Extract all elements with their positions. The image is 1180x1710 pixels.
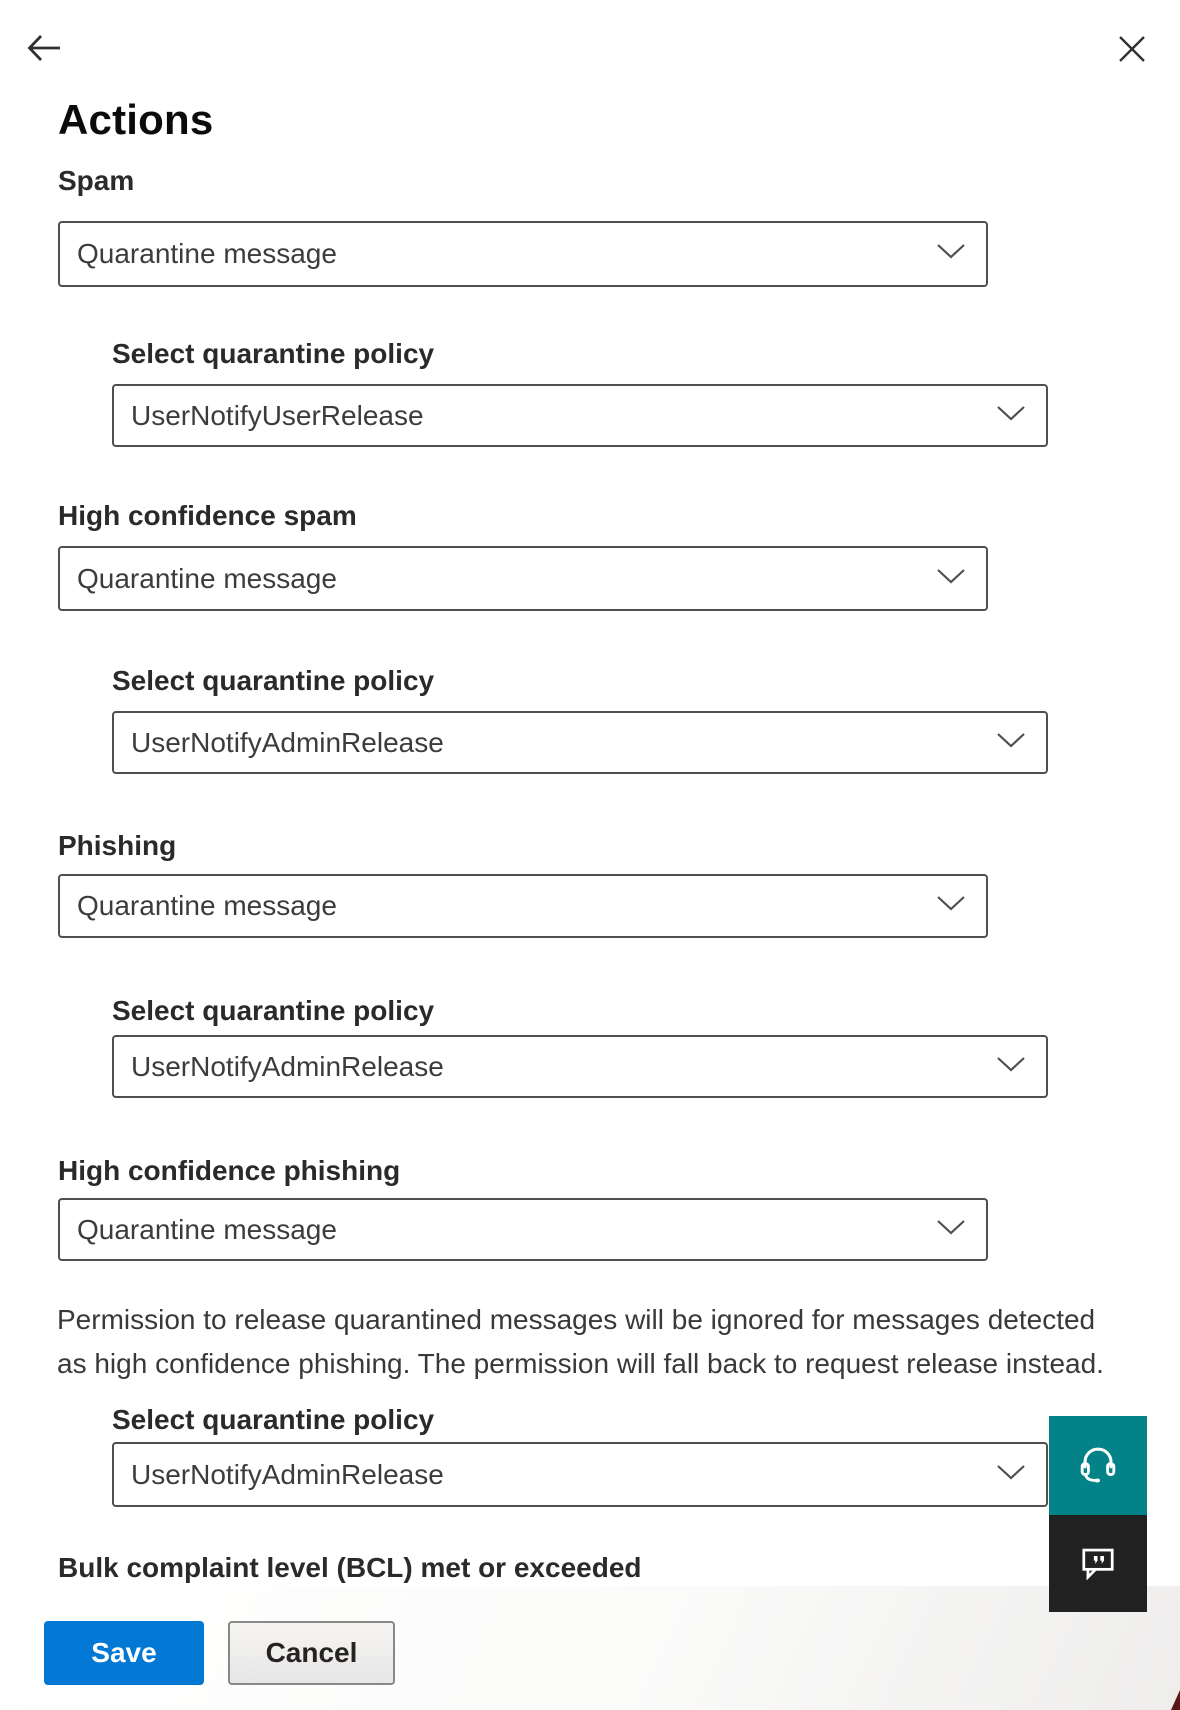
- corner-artifact: [1171, 1690, 1180, 1710]
- chevron-down-icon: [996, 405, 1026, 427]
- page-title: Actions: [58, 96, 214, 143]
- spam-policy-dropdown[interactable]: [112, 384, 1048, 447]
- feedback-button[interactable]: [1049, 1515, 1147, 1612]
- chevron-down-icon: [996, 1056, 1026, 1078]
- bulk-complaint-level-label: Bulk complaint level (BCL) met or exceeded: [58, 1552, 642, 1583]
- phishing-policy-value: UserNotifyAdminRelease: [131, 1050, 444, 1082]
- close-button[interactable]: [1110, 27, 1154, 71]
- chevron-down-icon: [936, 568, 966, 590]
- high-confidence-spam-label: High confidence spam: [58, 500, 357, 531]
- high-confidence-spam-policy-value: UserNotifyAdminRelease: [131, 726, 444, 758]
- chevron-down-icon: [936, 895, 966, 917]
- phishing-policy-dropdown[interactable]: [112, 1035, 1048, 1098]
- high-confidence-phishing-policy-value: UserNotifyAdminRelease: [131, 1458, 444, 1490]
- phishing-action-value: Quarantine message: [77, 890, 337, 921]
- spam-policy-label: Select quarantine policy: [112, 338, 435, 369]
- high-confidence-phishing-action-dropdown[interactable]: [58, 1198, 988, 1261]
- save-button[interactable]: Save: [44, 1621, 204, 1685]
- back-button[interactable]: [20, 24, 68, 72]
- high-confidence-phishing-note: Permission to release quarantined messages will be ignored for messages detected as high confidence phishing. The permission will fall back to request release instead.: [57, 1304, 1104, 1379]
- close-icon: [1118, 35, 1146, 63]
- spam-action-value: Quarantine message: [77, 238, 337, 269]
- back-arrow-icon: [25, 30, 63, 66]
- phishing-policy-label: Select quarantine policy: [112, 995, 435, 1026]
- high-confidence-spam-policy-dropdown[interactable]: [112, 711, 1048, 774]
- spam-label: Spam: [58, 165, 135, 196]
- spam-policy-value: UserNotifyUserRelease: [131, 399, 424, 431]
- headset-icon: [1075, 1441, 1121, 1490]
- chevron-down-icon: [936, 243, 966, 265]
- phishing-action-dropdown[interactable]: [58, 874, 988, 938]
- chevron-down-icon: [996, 732, 1026, 754]
- high-confidence-phishing-action-value: Quarantine message: [77, 1213, 337, 1245]
- high-confidence-phishing-policy-dropdown[interactable]: [112, 1442, 1048, 1507]
- chevron-down-icon: [936, 1219, 966, 1241]
- support-button[interactable]: [1049, 1416, 1147, 1515]
- spam-action-dropdown[interactable]: [58, 221, 988, 287]
- chevron-down-icon: [996, 1464, 1026, 1486]
- high-confidence-spam-action-dropdown[interactable]: [58, 546, 988, 611]
- feedback-bubble-icon: [1076, 1540, 1120, 1587]
- cancel-button[interactable]: Cancel: [228, 1621, 395, 1685]
- phishing-label: Phishing: [58, 830, 177, 861]
- high-confidence-spam-policy-label: Select quarantine policy: [112, 665, 435, 696]
- high-confidence-spam-action-value: Quarantine message: [77, 562, 337, 594]
- high-confidence-phishing-label: High confidence phishing: [58, 1155, 401, 1186]
- high-confidence-phishing-policy-label: Select quarantine policy: [112, 1404, 435, 1435]
